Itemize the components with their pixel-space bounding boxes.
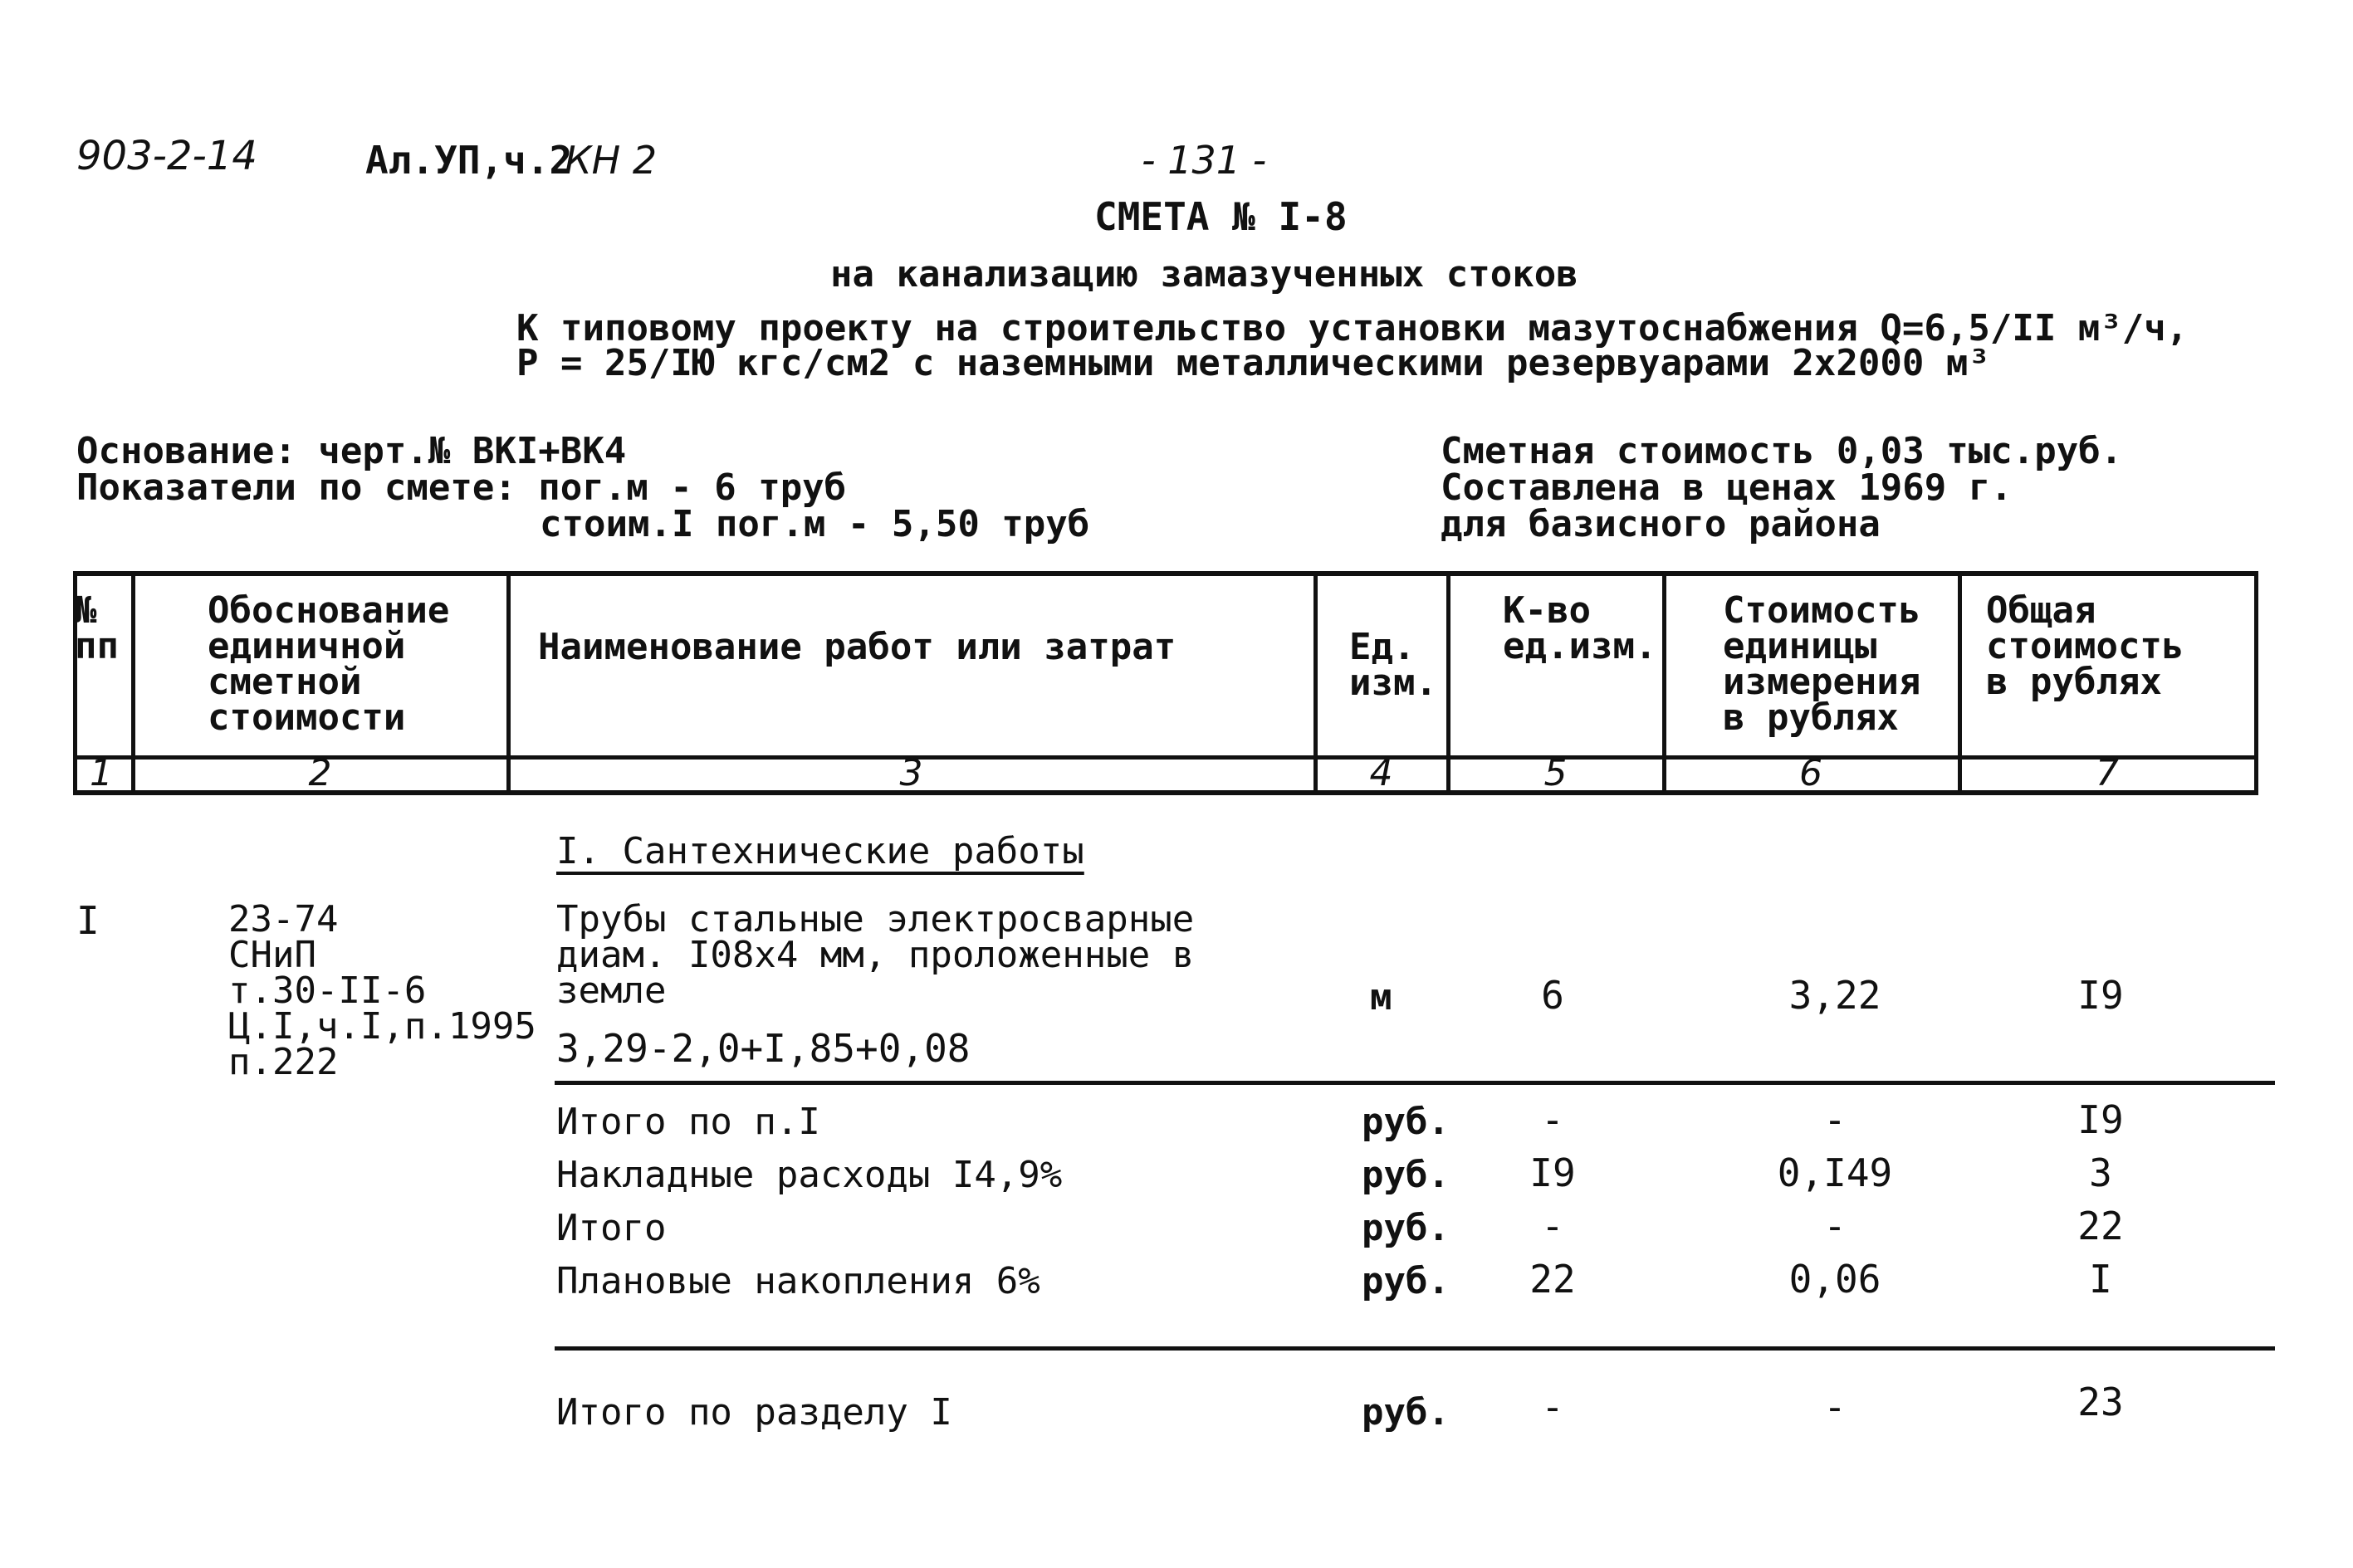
col-header-name: Наименование работ или затрат — [538, 626, 1176, 668]
col-number-4: 4 — [1369, 752, 1393, 794]
summary-name: Итого — [556, 1207, 667, 1249]
col-number-7: 7 — [2096, 752, 2119, 794]
summary-total: I — [2089, 1257, 2112, 1302]
album-label: Ал.УП,ч.2 — [365, 138, 573, 183]
summary-qty: I9 — [1529, 1150, 1576, 1195]
album-handwritten: КН 2 — [565, 138, 658, 183]
item-qty: 6 — [1541, 973, 1564, 1018]
divider — [555, 1346, 2275, 1351]
summary-name: Накладные расходы I4,9% — [556, 1154, 1063, 1196]
summary-total: 22 — [2077, 1204, 2124, 1248]
col-number-1: 1 — [90, 752, 113, 794]
project-line-1: К типовому проекту на строительство установки мазутоснабжения Q=6,5/II м³/ч, — [516, 307, 2189, 349]
summary-name: Итого по п.I — [556, 1101, 820, 1143]
summary-unit-cost: 0,I49 — [1777, 1150, 1893, 1195]
doc-code: 903-2-14 — [76, 133, 257, 179]
item-name: Трубы стальные электросварные диам. I08x4 мм, проложенные в земле — [556, 898, 1195, 1012]
item-total: I9 — [2077, 973, 2124, 1018]
col-header-total: Общая стоимость в рублях — [1986, 589, 2184, 703]
summary-unit: руб. — [1362, 1101, 1450, 1143]
col-header-qty: К-во ед.изм. — [1503, 589, 1657, 667]
item-unit-cost: 3,22 — [1788, 973, 1881, 1018]
col-header-basis: Обоснование единичной сметной стоимости — [208, 589, 450, 739]
estimate-title: СМЕТА № I-8 — [1094, 194, 1348, 239]
section-total-qty: - — [1541, 1385, 1564, 1429]
summary-unit-cost: 0,06 — [1788, 1257, 1881, 1302]
section-total-unit: руб. — [1362, 1391, 1450, 1434]
summary-qty: 22 — [1529, 1257, 1576, 1302]
estimated-cost: Сметная стоимость 0,03 тыс.руб. — [1441, 430, 2123, 472]
summary-unit: руб. — [1362, 1207, 1450, 1249]
summary-name: Плановые накопления 6% — [556, 1260, 1040, 1302]
price-basis: Составлена в ценах 1969 г. — [1441, 466, 2013, 509]
divider — [555, 1081, 2275, 1085]
basis-line: Основание: черт.№ ВКI+ВК4 — [76, 430, 627, 472]
section-title: I. Сантехнические работы — [556, 830, 1084, 872]
col-header-unit: Ед. изм. — [1349, 626, 1437, 704]
indicators-continued: стоим.I пог.м - 5,50 труб — [540, 503, 1090, 545]
summary-unit-cost: - — [1823, 1097, 1847, 1142]
col-number-2: 2 — [308, 752, 332, 794]
section-total-name: Итого по разделу I — [556, 1391, 952, 1434]
indicators-line: Показатели по смете: пог.м - 6 труб — [76, 466, 847, 509]
summary-qty: - — [1541, 1204, 1564, 1248]
item-calc: 3,29-2,0+I,85+0,08 — [556, 1026, 971, 1071]
summary-total: I9 — [2077, 1097, 2124, 1142]
summary-unit: руб. — [1362, 1260, 1450, 1302]
summary-unit: руб. — [1362, 1154, 1450, 1196]
item-number: I — [76, 898, 100, 943]
summary-total: 3 — [2089, 1150, 2112, 1195]
region: для базисного района — [1441, 503, 1881, 545]
col-number-3: 3 — [899, 752, 923, 794]
page-number: - 131 - — [1142, 138, 1267, 183]
col-number-6: 6 — [1799, 752, 1822, 794]
project-line-2: Р = 25/IЮ кгс/см2 с наземными металлическими резервуарами 2x2000 м³ — [516, 342, 1990, 384]
item-basis: 23-74 СНиП т.30-II-6 Ц.I,ч.I,п.1995 п.222 — [228, 898, 536, 1083]
col-header-num: № пп — [75, 589, 119, 667]
col-number-5: 5 — [1543, 752, 1568, 794]
section-total-total: 23 — [2077, 1380, 2124, 1424]
summary-qty: - — [1541, 1097, 1564, 1142]
col-header-unit-cost: Стоимость единицы измерения в рублях — [1723, 589, 1921, 739]
estimate-subject: на канализацию замазученных стоков — [830, 253, 1578, 296]
section-total-unit-cost: - — [1823, 1385, 1847, 1429]
summary-unit-cost: - — [1823, 1204, 1847, 1248]
item-unit: м — [1370, 976, 1392, 1018]
